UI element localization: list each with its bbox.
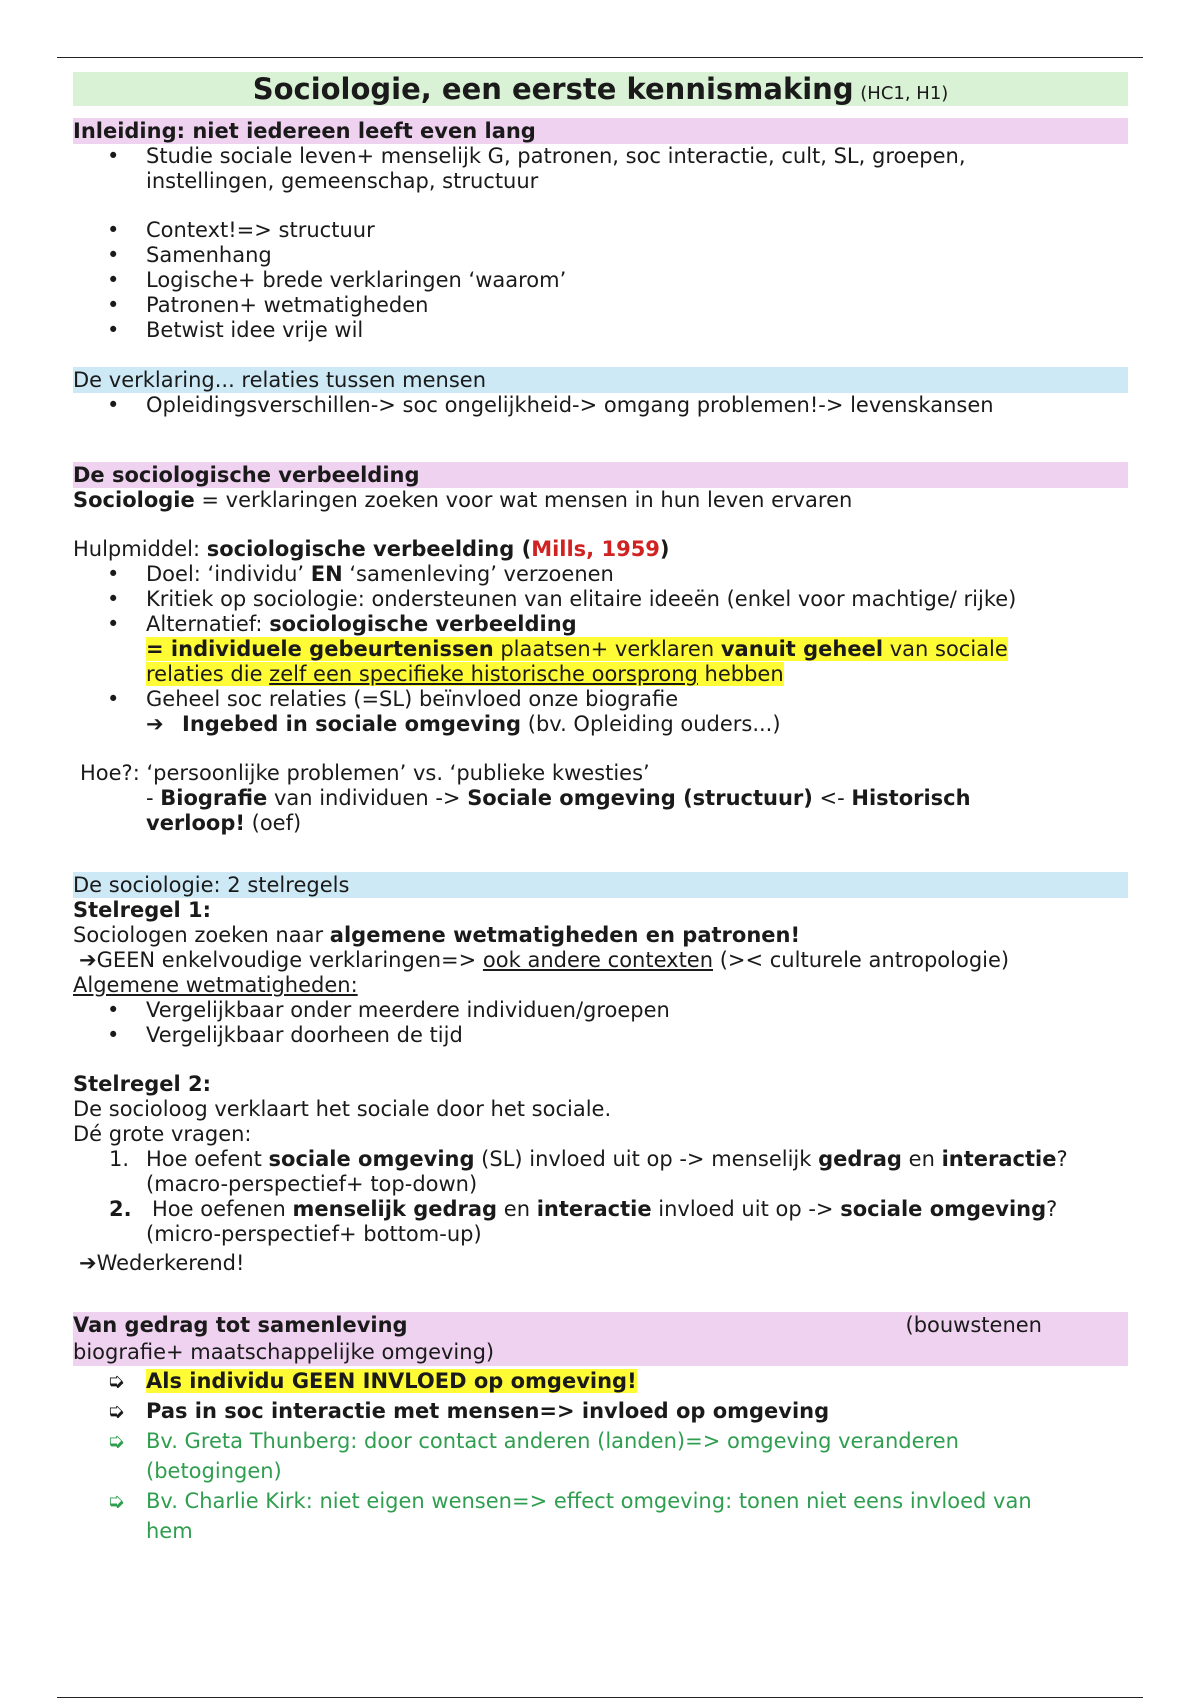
bullet-icon: • xyxy=(107,293,120,317)
definition-term: Sociologie xyxy=(73,488,195,512)
eq-bold-2: vanuit geheel xyxy=(720,637,884,661)
hulp-citation: Mills, 1959 xyxy=(531,537,660,561)
list-item-text: Betwist idee vrije wil xyxy=(146,318,364,342)
eq-line2-pre: relaties die xyxy=(146,662,270,686)
ingebed-rest: (bv. Opleiding ouders...) xyxy=(521,712,781,736)
van-gedrag-title: Van gedrag tot samenleving xyxy=(73,1313,408,1337)
arrow-right-icon: ➭ xyxy=(107,1489,125,1513)
doel-suffix: ‘samenleving’ verzoenen xyxy=(342,562,614,586)
algemene-underlined: Algemene wetmatigheden: xyxy=(73,973,358,997)
hoe-line: Hoe?: ‘persoonlijke problemen’ vs. ‘publieke kwesties’ xyxy=(80,761,650,785)
list-item xyxy=(73,687,1128,712)
bio-bold-1: Biografie xyxy=(160,786,268,810)
q2-pre: Hoe oefenen xyxy=(152,1197,293,1221)
bio-mid: van individuen -> xyxy=(267,786,468,810)
biografie-line xyxy=(73,786,1128,836)
stelregel-2-title xyxy=(73,1072,1128,1097)
list-item xyxy=(73,1426,1128,1486)
stelregel-2-line: De socioloog verklaart het sociale door het sociale. xyxy=(73,1097,612,1121)
bullet-icon: • xyxy=(107,144,120,168)
hulp-term: sociologische verbeelding xyxy=(206,537,515,561)
bullet-icon: • xyxy=(107,268,120,292)
q2-question-mark: ? xyxy=(1046,1197,1058,1221)
q2-line2: (micro-perspectief+ bottom-up) xyxy=(146,1222,482,1246)
arrow-right-icon: ➭ xyxy=(107,1399,125,1423)
bullet-icon: • xyxy=(107,243,120,267)
list-item xyxy=(73,144,1128,194)
list-item-text: Studie sociale leven+ menselijk G, patronen, soc interactie, cult, SL, groepen, xyxy=(146,144,966,168)
list-item-text: Kritiek op sociologie: ondersteunen van elitaire ideeën (enkel voor machtige/ rijke) xyxy=(146,587,1017,611)
list-item-text: Geheel soc relaties (=SL) beïnvloed onze biografie xyxy=(146,687,679,711)
list-item xyxy=(73,1023,1128,1048)
section-heading-verbeelding: De sociologische verbeelding xyxy=(73,462,1128,488)
bio-dash: - xyxy=(146,786,161,810)
list-item xyxy=(73,318,1128,343)
list-item-text: Samenhang xyxy=(146,243,272,267)
list-item-text: Opleidingsverschillen-> soc ongelijkheid-> omgang problemen!-> levenskansen xyxy=(146,393,994,417)
list-item xyxy=(73,268,1128,293)
q1-pre: Hoe oefent xyxy=(146,1147,269,1171)
section-heading-stelregels: De sociologie: 2 stelregels xyxy=(73,872,1128,898)
q2-en: en xyxy=(497,1197,537,1221)
verloop-rest: (oef) xyxy=(244,811,302,835)
verloop-bold: verloop! xyxy=(146,811,245,835)
bullet-icon: • xyxy=(107,687,120,711)
eq-sign: = xyxy=(146,637,171,661)
list-item xyxy=(73,1197,1128,1247)
bio-mid-2: <- xyxy=(812,786,852,810)
q1-mid: (SL) invloed uit op -> menselijk xyxy=(474,1147,819,1171)
alt-term: sociologische verbeelding xyxy=(269,612,577,636)
eq-line2-underlined: zelf een specifieke historische oorsprong xyxy=(269,662,698,686)
arrow-item-text: Bv. Greta Thunberg: door contact anderen (landen)=> omgeving veranderen xyxy=(146,1429,959,1453)
list-item xyxy=(73,998,1128,1023)
bullet-icon: • xyxy=(107,562,120,586)
r1-pre: Sociologen zoeken naar xyxy=(73,923,330,947)
list-item-text: Vergelijkbaar doorheen de tijd xyxy=(146,1023,463,1047)
title-sub: (HC1, H1) xyxy=(860,83,949,104)
stelregel-2-label: Stelregel 2: xyxy=(73,1072,211,1096)
list-number: 1. xyxy=(109,1147,130,1171)
bullet-icon: • xyxy=(107,612,120,636)
list-item xyxy=(73,393,1128,418)
top-rule xyxy=(57,57,1143,58)
hulp-paren-open: ( xyxy=(514,537,532,561)
list-item-text: instellingen, gemeenschap, structuur xyxy=(146,169,539,193)
grote-vragen: Dé grote vragen: xyxy=(73,1122,252,1146)
definition-line xyxy=(73,488,1128,513)
list-item xyxy=(73,293,1128,318)
arrow-item-text: Bv. Charlie Kirk: niet eigen wensen=> effect omgeving: tonen niet eens invloed van xyxy=(146,1489,1032,1513)
bio-bold-2: Sociale omgeving (structuur) xyxy=(467,786,813,810)
document-body xyxy=(73,72,1128,1546)
alt-prefix: Alternatief: xyxy=(146,612,270,636)
title-main: Sociologie, een eerste kennismaking xyxy=(252,72,854,106)
arrow-right-icon: ➔ xyxy=(146,712,164,736)
r1-post: (>< culturele antropologie) xyxy=(713,948,1010,972)
list-item xyxy=(73,1396,1128,1426)
arrow-right-icon: ➭ xyxy=(107,1429,125,1453)
doel-bold: EN xyxy=(310,562,343,586)
r1-arrow: ➔GEEN enkelvoudige verklaringen=> xyxy=(79,948,483,972)
q1-en: en xyxy=(901,1147,942,1171)
list-item-text: Vergelijkbaar onder meerdere individuen/groepen xyxy=(146,998,670,1022)
hulp-prefix: Hulpmiddel: xyxy=(73,537,207,561)
list-item-text: Context!=> structuur xyxy=(146,218,375,242)
list-item xyxy=(73,562,1128,587)
arrow-item-text: Pas in soc interactie met mensen=> invloed op omgeving xyxy=(146,1399,830,1423)
arrow-item-text-line2: hem xyxy=(146,1519,193,1543)
bullet-icon: • xyxy=(107,393,120,417)
eq-mid: plaatsen+ verklaren xyxy=(493,637,721,661)
r1-bold: algemene wetmatigheden en patronen! xyxy=(329,923,801,947)
stelregel-1-title xyxy=(73,898,1128,923)
bullet-icon: • xyxy=(107,318,120,342)
q1-bold-1: sociale omgeving xyxy=(268,1147,475,1171)
q2-bold-1: menselijk gedrag xyxy=(292,1197,498,1221)
eq-bold-1: individuele gebeurtenissen xyxy=(170,637,494,661)
q2-bold-3: sociale omgeving xyxy=(840,1197,1047,1221)
hulpmiddel-line xyxy=(73,537,1128,562)
definition-text: = verklaringen zoeken voor wat mensen in hun leven ervaren xyxy=(194,488,853,512)
stelregel-1-label: Stelregel 1: xyxy=(73,898,211,922)
list-item xyxy=(73,1486,1128,1546)
list-item xyxy=(73,612,1128,637)
q1-question-mark: ? xyxy=(1056,1147,1068,1171)
arrow-item-text-line2: (betogingen) xyxy=(146,1459,282,1483)
van-gedrag-note-line2: biografie+ maatschappelijke omgeving) xyxy=(73,1340,495,1364)
arrow-right-icon: ➭ xyxy=(107,1369,125,1393)
hulp-paren-close: ) xyxy=(659,537,670,561)
van-gedrag-note: (bouwstenen xyxy=(905,1313,1042,1337)
q2-mid: invloed uit op -> xyxy=(651,1197,841,1221)
list-number: 2. xyxy=(109,1197,132,1221)
stelregel-1-line xyxy=(73,923,1128,948)
list-item-text: Logische+ brede verklaringen ‘waarom’ xyxy=(146,268,567,292)
bullet-icon: • xyxy=(107,998,120,1022)
list-item xyxy=(73,1147,1128,1197)
q2-bold-2: interactie xyxy=(536,1197,652,1221)
q1-bold-3: interactie xyxy=(941,1147,1057,1171)
section-heading-inleiding: Inleiding: niet iedereen leeft even lang xyxy=(73,118,1128,144)
bullet-icon: • xyxy=(107,1023,120,1047)
stelregel-1-arrow-line xyxy=(73,948,1128,973)
q1-bold-2: gedrag xyxy=(818,1147,902,1171)
list-item xyxy=(73,587,1128,612)
eq-post: van sociale xyxy=(883,637,1008,661)
wederkerend-line: ➔Wederkerend! xyxy=(79,1251,245,1275)
page-title xyxy=(73,72,1128,106)
list-item xyxy=(73,1366,1128,1396)
r1-underlined: ook andere contexten xyxy=(482,948,714,972)
eq-line2-post: hebben xyxy=(697,662,784,686)
bullet-icon: • xyxy=(107,587,120,611)
bullet-icon: • xyxy=(107,218,120,242)
arrow-item-text: Als individu GEEN INVLOED op omgeving! xyxy=(146,1369,637,1393)
doel-prefix: Doel: ‘individu’ xyxy=(146,562,311,586)
highlight-definition xyxy=(73,637,1128,687)
list-item xyxy=(73,218,1128,243)
section-heading-verklaring: De verklaring... relaties tussen mensen xyxy=(73,367,1128,393)
list-item xyxy=(73,243,1128,268)
bottom-rule xyxy=(57,1697,1143,1698)
ingebed-bold: Ingebed in sociale omgeving xyxy=(182,712,522,736)
bio-bold-3: Historisch xyxy=(851,786,971,810)
algemene-heading xyxy=(73,973,1128,998)
ingebed-line xyxy=(73,712,1128,737)
list-item-text: Patronen+ wetmatigheden xyxy=(146,293,429,317)
section-heading-van-gedrag xyxy=(73,1312,1128,1366)
q1-line2: (macro-perspectief+ top-down) xyxy=(146,1172,478,1196)
